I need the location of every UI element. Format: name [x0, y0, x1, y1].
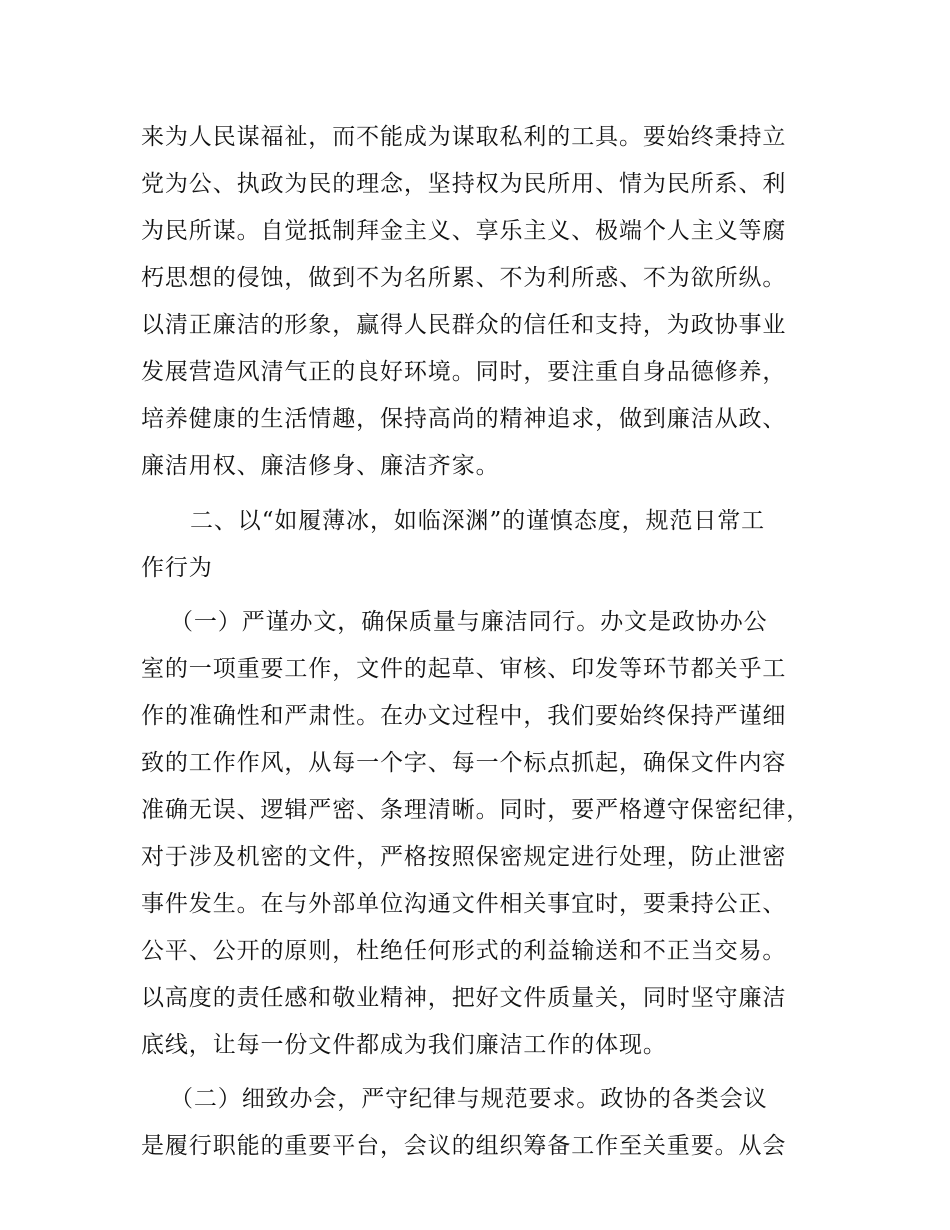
- paragraph-line: 党为公、执政为民的理念，坚持权为民所用、情为民所系、利: [141, 171, 787, 197]
- paragraph-line: 致的工作作风，从每一个字、每一个标点抓起，确保文件内容: [141, 750, 787, 776]
- paragraph-line: 廉洁用权、廉洁修身、廉洁齐家。: [141, 453, 500, 479]
- paragraph-line: （一）严谨办文，确保质量与廉洁同行。办文是政协办公: [170, 609, 768, 635]
- paragraph-line: 来为人民谋福祉，而不能成为谋取私利的工具。要始终秉持立: [141, 124, 787, 150]
- paragraph-line: 发展营造风清气正的良好环境。同时，要注重自身品德修养，: [141, 359, 787, 385]
- paragraph-line: 对于涉及机密的文件，严格按照保密规定进行处理，防止泄密: [141, 844, 787, 870]
- paragraph-line: 公平、公开的原则，杜绝任何形式的利益输送和不正当交易。: [141, 938, 787, 964]
- paragraph-line: 为民所谋。自觉抵制拜金主义、享乐主义、极端个人主义等腐: [141, 218, 787, 244]
- paragraph-line: 室的一项重要工作，文件的起草、审核、印发等环节都关乎工: [141, 656, 787, 682]
- paragraph-line: 以高度的责任感和敬业精神，把好文件质量关，同时坚守廉洁: [141, 985, 787, 1011]
- paragraph-line: 培养健康的生活情趣，保持高尚的精神追求，做到廉洁从政、: [141, 406, 787, 432]
- section-heading-line: 二、以“如履薄冰，如临深渊”的谨慎态度，规范日常工: [190, 508, 766, 534]
- paragraph-line: 准确无误、逻辑严密、条理清晰。同时，要严格遵守保密纪律，: [141, 797, 811, 823]
- paragraph-line: 事件发生。在与外部单位沟通文件相关事宜时，要秉持公正、: [141, 891, 787, 917]
- section-heading-line: 作行为: [141, 555, 213, 581]
- paragraph-line: 朽思想的侵蚀，做到不为名所累、不为利所惑、不为欲所纵。: [141, 265, 787, 291]
- paragraph-line: 是履行职能的重要平台，会议的组织筹备工作至关重要。从会: [141, 1133, 787, 1159]
- paragraph-line: 底线，让每一份文件都成为我们廉洁工作的体现。: [141, 1032, 667, 1058]
- paragraph-line: 以清正廉洁的形象，赢得人民群众的信任和支持，为政协事业: [141, 312, 787, 338]
- paragraph-line: （二）细致办会，严守纪律与规范要求。政协的各类会议: [170, 1086, 768, 1112]
- paragraph-line: 作的准确性和严肃性。在办文过程中，我们要始终保持严谨细: [141, 703, 787, 729]
